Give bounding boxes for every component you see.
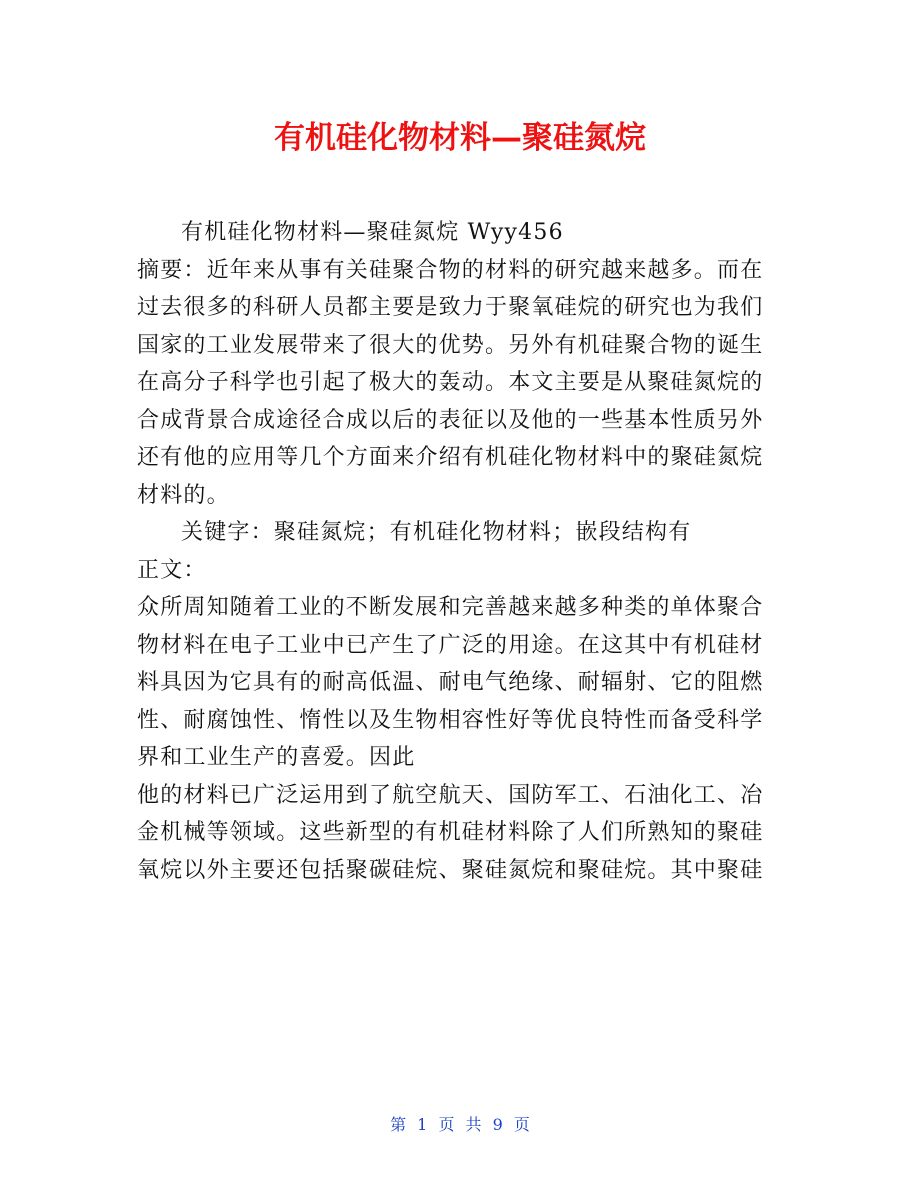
body-line: 氧烷以外主要还包括聚碳硅烷、聚硅氮烷和聚硅烷。其中聚硅 [137,857,764,883]
abstract-line: 在高分子科学也引起了极大的轰动。本文主要是从聚硅氮烷的 [137,370,764,395]
body-line: 众所周知随着工业的不断发展和完善越来越多种类的单体聚合 [137,595,764,620]
body-line: 物材料在电子工业中已产生了广泛的用途。在这其中有机硅材 [137,632,764,658]
page-number: 第 1 页 共 9 页 [390,1115,530,1134]
body-line: 性、耐腐蚀性、惰性以及生物相容性好等优良特性而备受科学 [137,707,764,733]
abstract-line: 过去很多的科研人员都主要是致力于聚氧硅烷的研究也为我们 [137,295,764,320]
abstract-line: 还有他的应用等几个方面来介绍有机硅化物材料中的聚硅氮烷 [137,445,764,470]
abstract-line: 材料的。 [137,482,230,508]
abstract-line: 国家的工业发展带来了很大的优势。另外有机硅聚合物的诞生 [137,332,764,358]
document-body [137,214,787,889]
keywords-line: 关键字：聚硅氮烷；有机硅化物材料；嵌段结构有 [181,520,692,545]
abstract-line: 摘要：近年来从事有关硅聚合物的材料的研究越来越多。而在 [137,257,764,283]
byline: 有机硅化物材料—聚硅氮烷 Wyy456 [181,220,564,245]
abstract-line: 合成背景合成途径合成以后的表征以及他的一些基本性质另外 [137,407,764,433]
document-title: 有机硅化物材料—聚硅氮烷 [274,120,646,156]
body-line: 料具因为它具有的耐高低温、耐电气绝缘、耐辐射、它的阻燃 [137,670,764,695]
body-line: 界和工业生产的喜爱。因此 [137,745,416,770]
body-heading: 正文： [137,557,207,583]
body-line: 金机械等领域。这些新型的有机硅材料除了人们所熟知的聚硅 [137,820,764,845]
body-line: 他的材料已广泛运用到了航空航天、国防军工、石油化工、冶 [137,782,764,808]
